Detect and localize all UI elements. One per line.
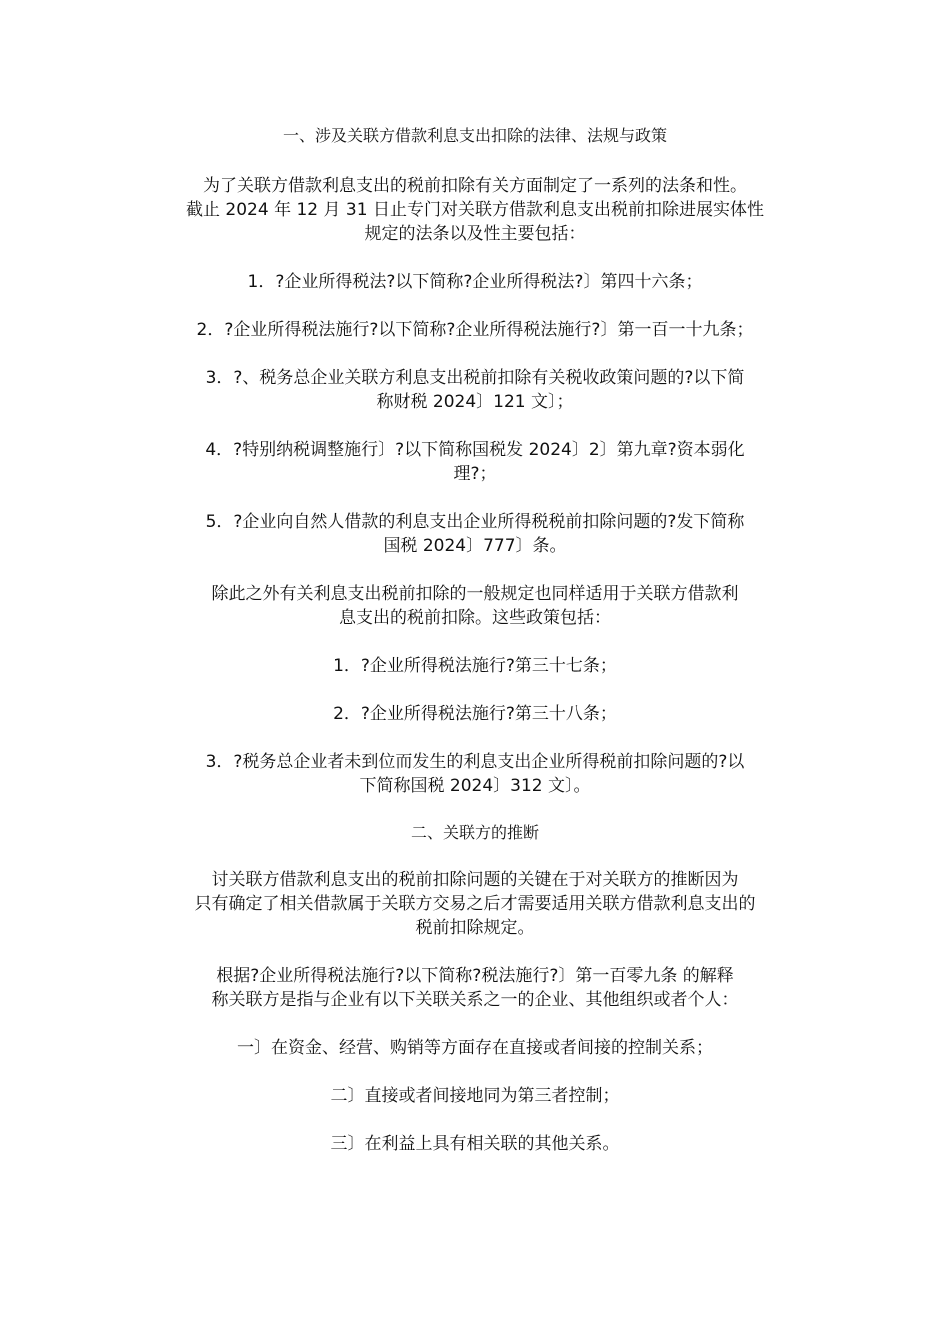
law-item-5-line-1: 5．?企业向自然人借款的利息支出企业所得税税前扣除问题的?发下简称 bbox=[205, 512, 745, 532]
policy-item-3-line-2: 下简称国税 2024〕312 文〕。 bbox=[359, 776, 591, 796]
judge-para-line-1: 讨关联方借款利息支出的税前扣除问题的关键在于对关联方的推断因为 bbox=[211, 870, 739, 890]
law-item-4-line-1: 4．?特别纳税调整施行〕?以下简称国税发 2024〕2〕第九章?资本弱化 bbox=[205, 440, 745, 460]
basis-para-line-2: 称关联方是指与企业有以下关联关系之一的企业、其他组织或者个人： bbox=[211, 990, 739, 1010]
law-item-2: 2．?企业所得税法施行?以下简称?企业所得税法施行?〕第一百一十九条； bbox=[196, 320, 754, 340]
section-heading-1: 一、涉及关联方借款利息支出扣除的法律、法规与政策 bbox=[282, 126, 667, 145]
law-item-3-line-1: 3．?、税务总企业关联方利息支出税前扣除有关税收政策问题的?以下简 bbox=[205, 368, 745, 388]
policy-item-2: 2．?企业所得税法施行?第三十八条； bbox=[333, 704, 617, 724]
judge-para-line-2: 只有确定了相关借款属于关联方交易之后才需要适用关联方借款利息支出的 bbox=[194, 894, 756, 914]
intro-line-3: 规定的法条以及性主要包括： bbox=[364, 224, 586, 244]
law-item-1: 1．?企业所得税法?以下简称?企业所得税法?〕第四十六条； bbox=[247, 272, 703, 292]
relation-item-1: 一〕在资金、经营、购销等方面存在直接或者间接的控制关系； bbox=[237, 1038, 713, 1058]
law-item-3-line-2: 称财税 2024〕121 文〕； bbox=[376, 392, 574, 412]
section-heading-2: 二、关联方的推断 bbox=[410, 823, 539, 842]
general-intro-line-1: 除此之外有关利息支出税前扣除的一般规定也同样适用于关联方借款利 bbox=[211, 584, 739, 604]
intro-line-1: 为了关联方借款利息支出的税前扣除有关方面制定了一系列的法条和性。 bbox=[203, 176, 747, 196]
intro-line-2: 截止 2024 年 12 月 31 日止专门对关联方借款利息支出税前扣除进展实体性 bbox=[186, 200, 764, 220]
policy-item-3-line-1: 3．?税务总企业者未到位而发生的利息支出企业所得税前扣除问题的?以 bbox=[205, 752, 745, 772]
judge-para-line-3: 税前扣除规定。 bbox=[415, 918, 535, 938]
basis-para-line-1: 根据?企业所得税法施行?以下简称?税法施行?〕第一百零九条 的解释 bbox=[216, 966, 734, 986]
policy-item-1: 1．?企业所得税法施行?第三十七条； bbox=[333, 656, 617, 676]
relation-item-2: 二〕直接或者间接地同为第三者控制； bbox=[330, 1086, 620, 1106]
law-item-5-line-2: 国税 2024〕777〕条。 bbox=[383, 536, 567, 556]
law-item-4-line-2: 理?； bbox=[453, 464, 497, 484]
relation-item-3: 三〕在利益上具有相关联的其他关系。 bbox=[330, 1134, 620, 1154]
general-intro-line-2: 息支出的税前扣除。这些政策包括： bbox=[339, 608, 611, 628]
